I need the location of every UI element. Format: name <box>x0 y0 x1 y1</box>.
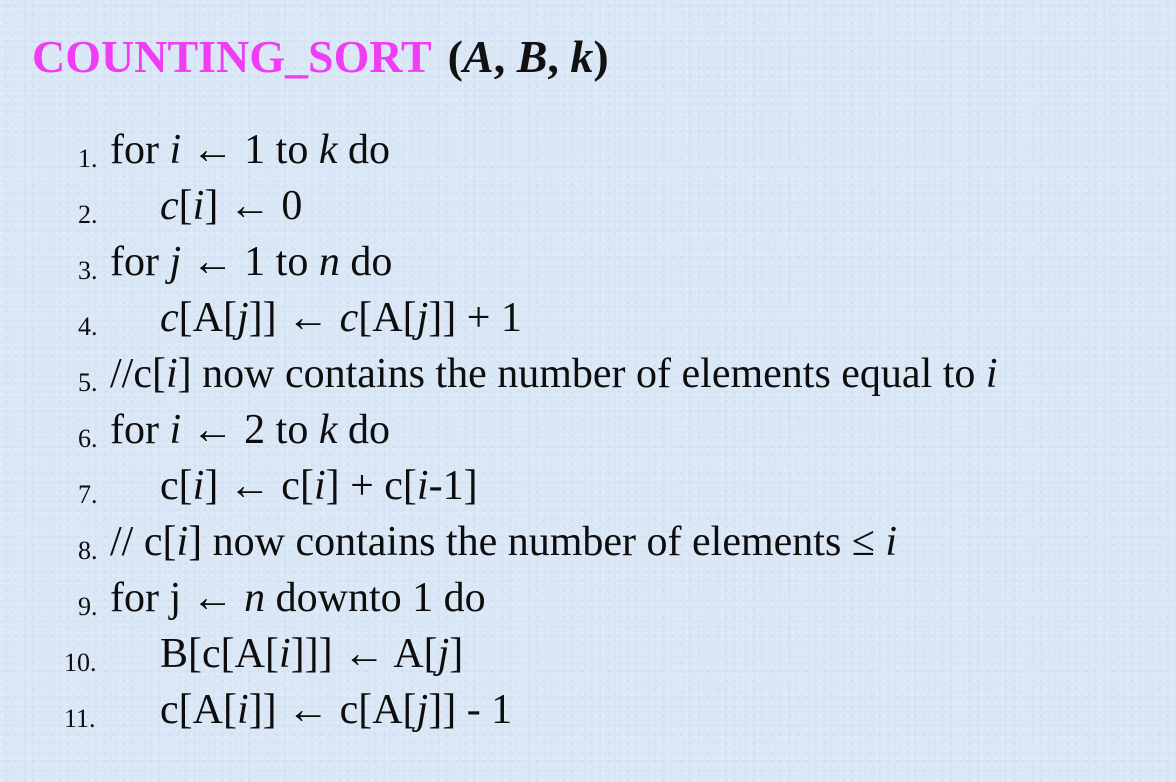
code-line-7 <box>0 458 1176 514</box>
code-line-4 <box>0 290 1176 346</box>
title-close-paren: ) <box>593 31 609 82</box>
title-sep-2: , <box>547 31 571 82</box>
title-arg-b: B <box>516 31 548 82</box>
code-line-8 <box>0 514 1176 570</box>
line-statement: c[i] ← 0 <box>160 183 303 229</box>
title-arguments <box>448 30 609 83</box>
line-statement: //c[i] now contains the number of elements equal to i <box>110 351 998 397</box>
title-sep-1: , <box>493 31 517 82</box>
code-line-1 <box>0 122 1176 178</box>
line-statement: c[A[i]] ← c[A[j]] - 1 <box>160 687 513 733</box>
line-statement: for i ← 1 to k do <box>110 127 390 173</box>
code-line-2 <box>0 178 1176 234</box>
line-statement: for i ← 2 to k do <box>110 407 390 453</box>
line-statement: c[i] ← c[i] + c[i-1] <box>160 463 478 509</box>
line-number: 11. <box>64 704 96 733</box>
line-number: 1. <box>78 144 98 173</box>
line-number: 8. <box>78 536 98 565</box>
line-number: 9. <box>78 592 98 621</box>
line-number: 3. <box>78 256 98 285</box>
line-number: 4. <box>78 312 98 341</box>
code-line-6 <box>0 402 1176 458</box>
algorithm-title <box>32 30 609 100</box>
title-function-name: COUNTING_SORT <box>32 31 432 82</box>
code-line-10 <box>0 626 1176 682</box>
code-line-3 <box>0 234 1176 290</box>
line-number: 2. <box>78 200 98 229</box>
pseudocode-block <box>0 122 1176 738</box>
code-line-11 <box>0 682 1176 738</box>
line-number: 7. <box>78 480 98 509</box>
line-statement: c[A[j]] ← c[A[j]] + 1 <box>160 295 522 341</box>
title-open-paren: ( <box>447 31 463 82</box>
code-line-9 <box>0 570 1176 626</box>
title-arg-a: A <box>463 31 494 82</box>
code-line-5 <box>0 346 1176 402</box>
line-number: 10. <box>64 648 97 677</box>
line-statement: for j ← n downto 1 do <box>110 575 486 621</box>
line-statement: B[c[A[i]]] ← A[j] <box>160 631 464 677</box>
title-arg-k: k <box>570 31 594 82</box>
line-statement: // c[i] now contains the number of elements ≤ i <box>110 519 898 565</box>
line-number: 5. <box>78 368 98 397</box>
line-number: 6. <box>78 424 98 453</box>
line-statement: for j ← 1 to n do <box>110 239 393 285</box>
